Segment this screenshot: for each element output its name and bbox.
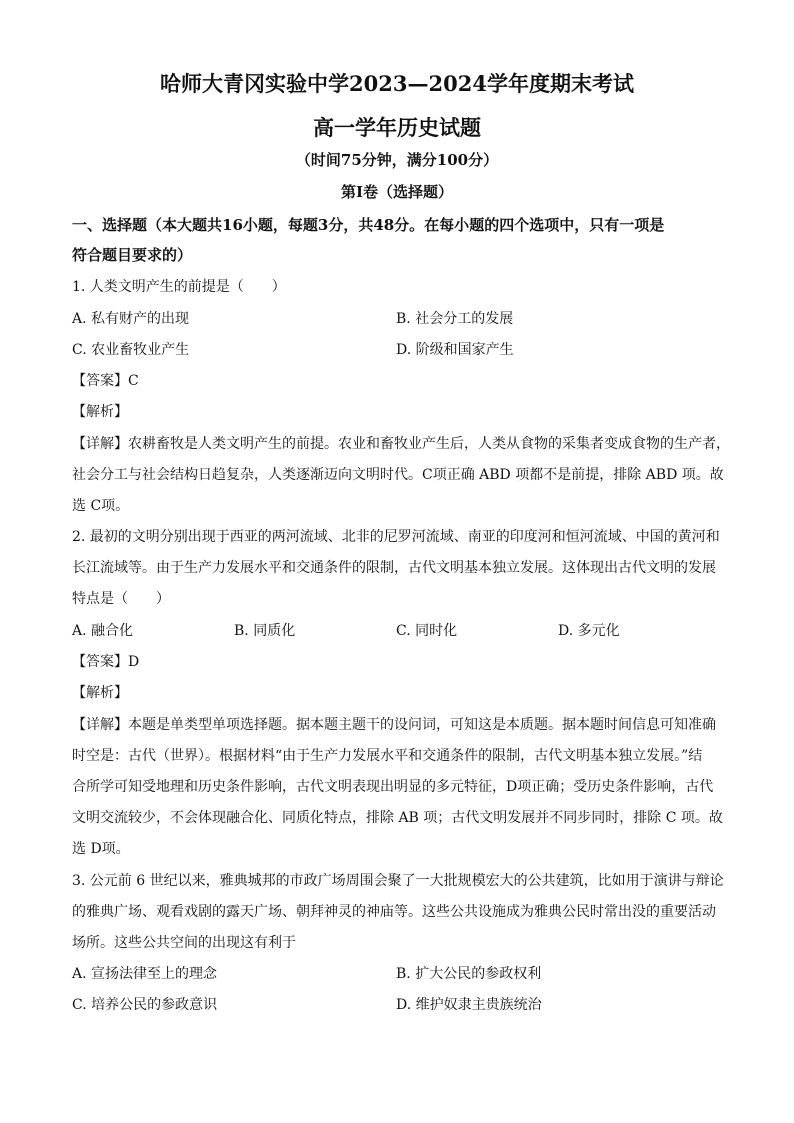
section-heading-cont: 符合题目要求的）	[72, 246, 193, 264]
time-note: （时间75分钟，满分100分）	[295, 151, 499, 169]
question-stem: 长江流域等。由于生产力发展水平和交通条件的限制，古代文明基本独立发展。这体现出古代文明的发展	[72, 560, 716, 576]
question-stem: 的雅典广场、观看戏剧的露天广场、朝拜神灵的神庙等。这些公共设施成为雅典公民时常出没的重要活动	[72, 904, 716, 920]
option-d: D. 维护奴隶主贵族统治	[396, 997, 542, 1013]
detail-line: 【详解】农耕畜牧是人类文明产生的前提。农业和畜牧业产生后，人类从食物的采集者变成食物的生产者，	[72, 436, 730, 452]
question-stem: 2. 最初的文明分别出现于西亚的两河流域、北非的尼罗河流域、南亚的印度河和恒河流域、中国的黄河和	[72, 529, 720, 545]
option-d: D. 多元化	[558, 623, 620, 639]
question-stem: 1. 人类文明产生的前提是（ ）	[72, 279, 286, 295]
detail-line: 选 C项。	[72, 498, 130, 514]
detail-line: 【详解】本题是单类型单项选择题。据本题主题干的设问词，可知这是本质题。据本题时间信息可知准确	[72, 717, 716, 733]
option-c: C. 农业畜牧业产生	[72, 342, 190, 358]
option-a: A. 私有财产的出现	[72, 311, 190, 327]
option-c: C. 同时化	[396, 623, 458, 639]
analysis-label: 【解析】	[72, 685, 128, 701]
exam-title: 哈师大青冈实验中学2023—2024学年度期末考试	[160, 71, 634, 96]
option-c: C. 培养公民的参政意识	[72, 997, 218, 1013]
option-b: B. 社会分工的发展	[396, 311, 514, 327]
detail-line: 选 D项。	[72, 841, 130, 857]
answer: 【答案】D	[72, 654, 140, 670]
volume-heading: 第Ⅰ卷（选择题）	[340, 183, 454, 201]
detail-line: 合所学可知受地理和历史条件影响，古代文明表现出明显的多元特征，D项正确；受历史条件影响，古代	[72, 779, 714, 795]
option-a: A. 融合化	[72, 623, 134, 639]
section-heading: 一、选择题（本大题共16小题，每题3分，共48分。在每小题的四个选项中，只有一项是	[72, 216, 665, 234]
question-stem: 场所。这些公共空间的出现这有利于	[72, 935, 296, 951]
option-d: D. 阶级和国家产生	[396, 342, 514, 358]
analysis-label: 【解析】	[72, 404, 128, 420]
option-b: B. 扩大公民的参政权利	[396, 966, 542, 982]
option-b: B. 同质化	[234, 623, 296, 639]
detail-line: 文明交流较少，不会体现融合化、同质化特点，排除 AB 项；古代文明发展并不同步同时，排除 C 项。故	[72, 810, 723, 826]
option-a: A. 宣扬法律至上的理念	[72, 966, 218, 982]
question-stem: 特点是（ ）	[72, 591, 170, 607]
detail-line: 时空是：古代（世界）。根据材料“由于生产力发展水平和交通条件的限制，古代文明基本独立发展。”结	[72, 748, 703, 764]
detail-line: 社会分工与社会结构日趋复杂，人类逐渐迈向文明时代。C项正确 ABD 项都不是前提，排除 ABD 项。故	[72, 467, 724, 483]
exam-subtitle: 高一学年历史试题	[313, 115, 481, 140]
question-stem: 3. 公元前 6 世纪以来，雅典城邦的市政广场周围会聚了一大批规模宏大的公共建筑，比如用于演讲与辩论	[72, 873, 724, 889]
answer: 【答案】C	[72, 373, 139, 389]
